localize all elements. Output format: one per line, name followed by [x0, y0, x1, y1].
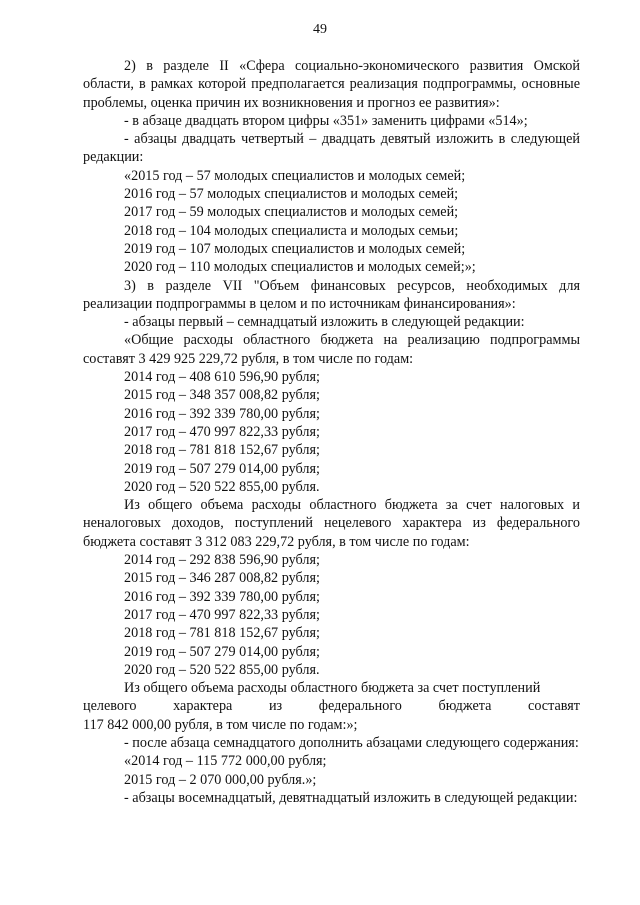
paragraph: целевого характера из федерального бюджета составят [83, 698, 580, 715]
list-item: 2019 год – 507 279 014,00 рубля; [124, 460, 320, 477]
list-item: 2018 год – 104 молодых специалиста и молодых семьи; [124, 222, 459, 239]
list-item: 2014 год – 408 610 596,90 рубля; [124, 369, 320, 386]
paragraph: Из общего объема расходы областного бюджета за счет налоговых и неналоговых доходов, поступлений нецелевого характера из федерального бюджета составят 3 312 083 229,72 рубля, в том числе по годам: [83, 497, 580, 550]
list-item: 2016 год – 57 молодых специалистов и молодых семей; [124, 186, 459, 203]
list-item: 2020 год – 520 522 855,00 рубля. [124, 478, 320, 495]
list-item: 2017 год – 470 997 822,33 рубля; [124, 606, 320, 623]
page-number: 49 [313, 22, 327, 37]
list-item: «2015 год – 57 молодых специалистов и молодых семей; [124, 167, 466, 184]
paragraph: - после абзаца семнадцатого дополнить абзацами следующего содержания: [124, 734, 579, 751]
paragraph: - абзацы восемнадцатый, девятнадцатый изложить в следующей редакции: [124, 789, 578, 806]
list-item: - абзацы первый – семнадцатый изложить в следующей редакции: [124, 314, 525, 331]
paragraph: 2) в разделе II «Сфера социально-экономического развития Омской области, в рамках которой предполагается реализация подпрограммы, основные проблемы, оценка причин их возникновения и прогноз ее развития»: [83, 58, 580, 111]
list-item: 2014 год – 292 838 596,90 рубля; [124, 552, 320, 569]
list-item: 2017 год – 470 997 822,33 рубля; [124, 423, 320, 440]
paragraph: 117 842 000,00 рубля, в том числе по годам:»; [83, 716, 358, 733]
paragraph: «Общие расходы областного бюджета на реализацию подпрограммы составят 3 429 925 229,72 рубля, в том числе по годам: [83, 332, 580, 367]
paragraph: Из общего объема расходы областного бюджета за счет поступлений [124, 680, 541, 697]
list-item: «2014 год – 115 772 000,00 рубля; [124, 753, 327, 770]
list-item: 2020 год – 520 522 855,00 рубля. [124, 661, 320, 678]
list-item: 2019 год – 107 молодых специалистов и молодых семей; [124, 240, 466, 257]
paragraph: - абзацы двадцать четвертый – двадцать девятый изложить в следующей редакции: [83, 131, 580, 166]
list-item: 2018 год – 781 818 152,67 рубля; [124, 625, 320, 642]
list-item: 2015 год – 2 070 000,00 рубля.»; [124, 771, 317, 788]
document-body [83, 57, 580, 807]
list-item: 2018 год – 781 818 152,67 рубля; [124, 442, 320, 459]
list-item: - в абзаце двадцать втором цифры «351» заменить цифрами «514»; [124, 112, 528, 129]
list-item: 2019 год – 507 279 014,00 рубля; [124, 643, 320, 660]
paragraph: 3) в разделе VII "Объем финансовых ресурсов, необходимых для реализации подпрограммы в целом и по источникам финансирования»: [83, 277, 580, 312]
list-item: 2017 год – 59 молодых специалистов и молодых семей; [124, 204, 459, 221]
list-item: 2015 год – 346 287 008,82 рубля; [124, 570, 320, 587]
list-item: 2020 год – 110 молодых специалистов и молодых семей;»; [124, 259, 476, 276]
list-item: 2016 год – 392 339 780,00 рубля; [124, 405, 320, 422]
list-item: 2016 год – 392 339 780,00 рубля; [124, 588, 320, 605]
list-item: 2015 год – 348 357 008,82 рубля; [124, 387, 320, 404]
